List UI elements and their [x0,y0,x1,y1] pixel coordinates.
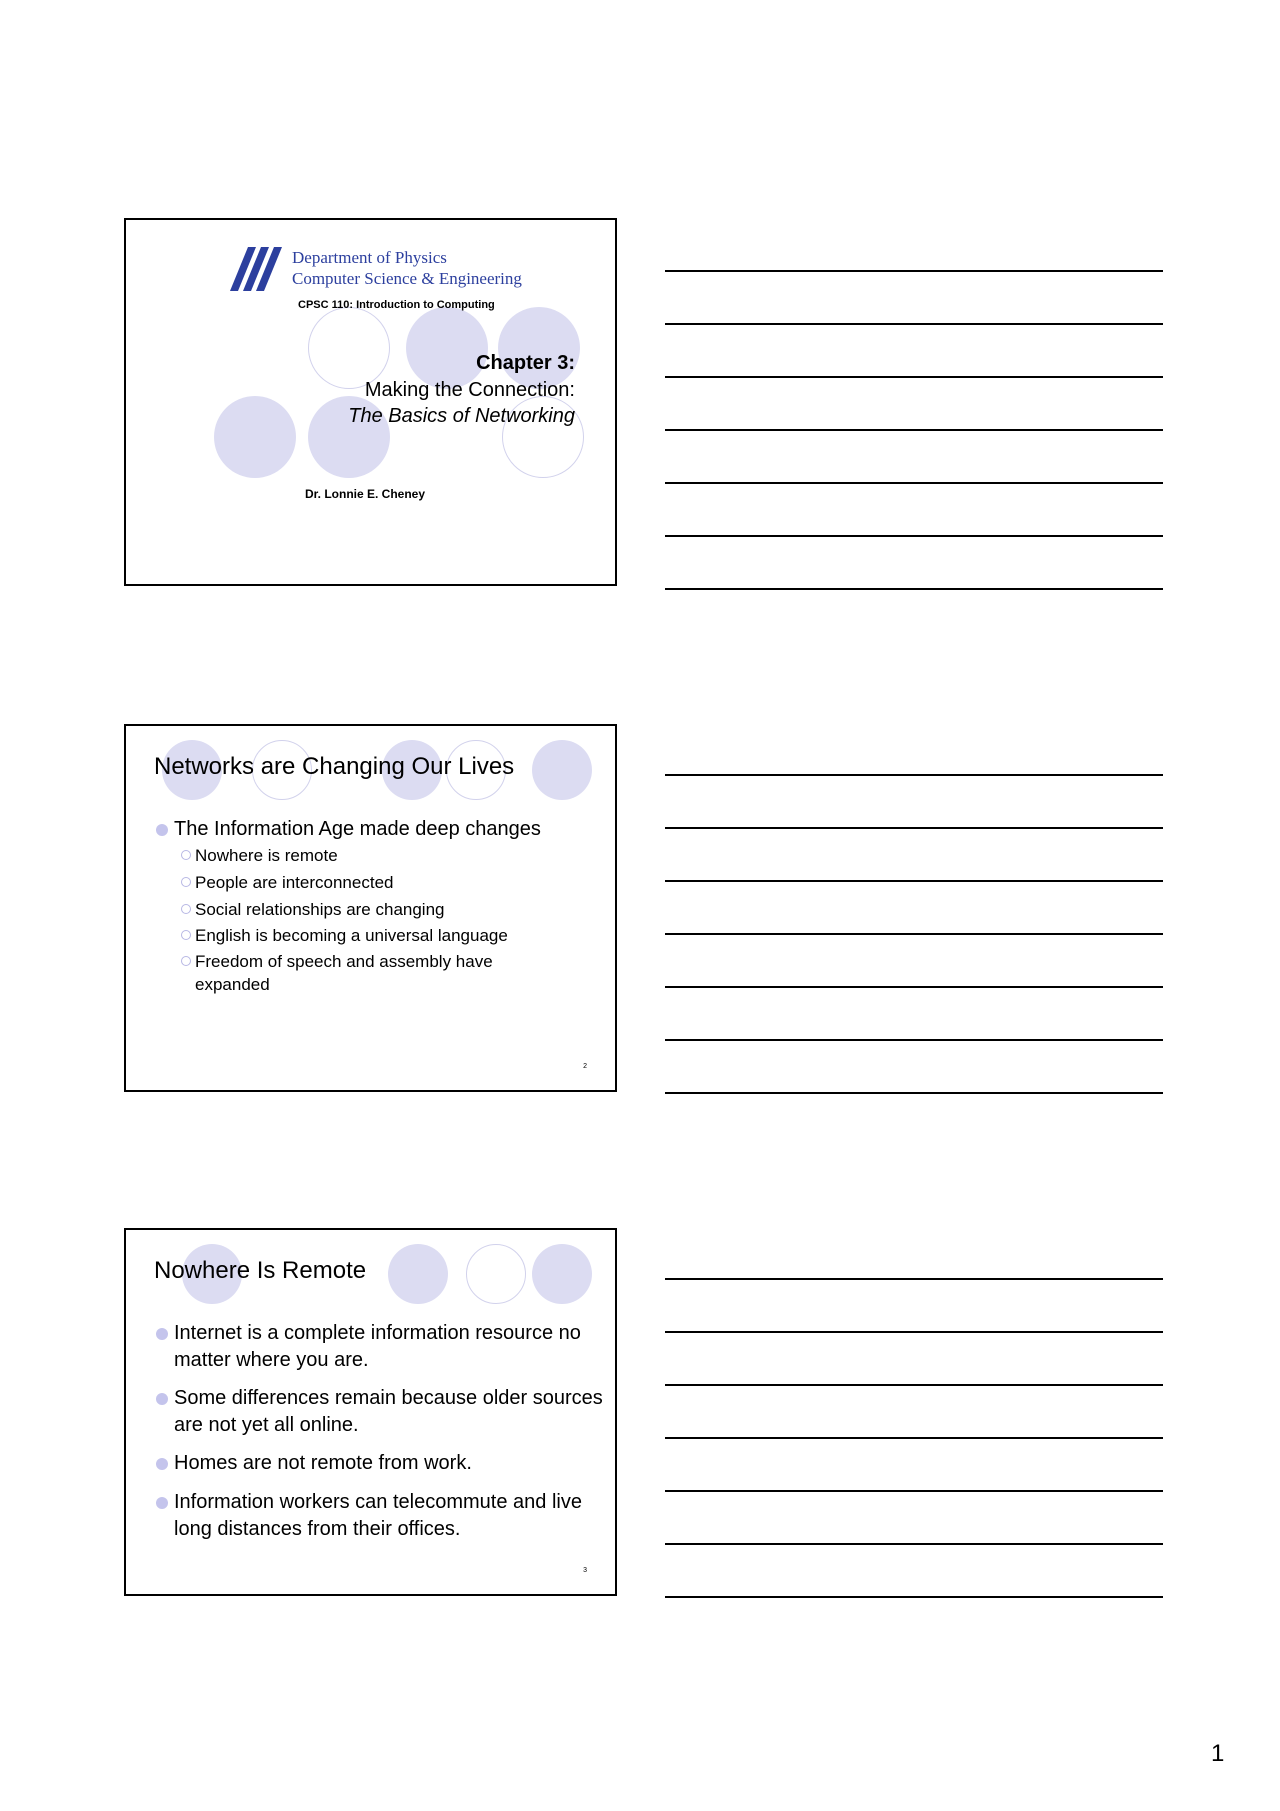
note-line [665,1331,1163,1333]
note-line [665,827,1163,829]
bullet-text: Internet is a complete information resource no matter where you are. [174,1322,581,1371]
subbullet-text: Nowhere is remote [195,846,338,865]
slide-3 [124,1228,617,1596]
slide-1-title [124,218,617,586]
subbullet-circle-icon [181,956,191,966]
slide-title: Nowhere Is Remote [154,1257,367,1284]
note-line [665,323,1163,325]
note-line [665,1490,1163,1492]
subbullet-item [181,844,595,867]
note-line [665,535,1163,537]
slide-number: 2 [583,1063,587,1070]
note-line [665,1437,1163,1439]
decor-circle [388,1244,448,1304]
subbullet-circle-icon [181,877,191,887]
note-line [665,933,1163,935]
author-name: Dr. Lonnie E. Cheney [305,487,426,501]
logo-mark-icon [230,247,290,293]
subbullet-text: English is becoming a universal language [195,926,508,945]
subbullet-circle-icon [181,850,191,860]
subbullet-item [181,950,535,996]
bullet-text: Homes are not remote from work. [174,1452,472,1474]
bullet-dot-icon [156,1497,168,1509]
slide-number: 3 [583,1567,587,1574]
note-line [665,1596,1163,1598]
note-line [665,270,1163,272]
bullet-dot-icon [156,1393,168,1405]
note-line [665,1543,1163,1545]
subbullet-text: People are interconnected [195,873,394,892]
bullet-text: Information workers can telecommute and live long distances from their offices. [174,1491,582,1540]
bullet-item [156,1385,614,1439]
decor-circle [308,307,390,389]
slide-title: Networks are Changing Our Lives [154,753,515,780]
bullet-text: The Information Age made deep changes [174,818,541,840]
note-line [665,1092,1163,1094]
dept-name-line2: Computer Science & Engineering [292,269,522,288]
subbullet-item [181,871,595,894]
chapter-subtitle: Making the Connection: [364,379,575,401]
bullet-dot-icon [156,1458,168,1470]
subbullet-text: Freedom of speech and assembly have expanded [195,952,493,994]
subbullet-text: Social relationships are changing [195,900,445,919]
slide-2 [124,724,617,1092]
bullet-item [156,1450,614,1477]
note-line [665,482,1163,484]
subbullet-circle-icon [181,930,191,940]
bullet-dot-icon [156,1328,168,1340]
bullet-item [156,816,614,843]
note-line [665,1039,1163,1041]
dept-name-line1: Department of Physics [292,248,447,267]
bullet-dot-icon [156,824,168,836]
note-line [665,429,1163,431]
bullet-item [156,1320,614,1374]
decor-circle [466,1244,526,1304]
note-line [665,774,1163,776]
note-line [665,1278,1163,1280]
note-line [665,588,1163,590]
subbullet-circle-icon [181,904,191,914]
note-line [665,880,1163,882]
subbullet-item [181,898,595,921]
note-line [665,376,1163,378]
course-title: CPSC 110: Introduction to Computing [298,299,495,311]
decor-circle [406,307,488,389]
decor-circle [532,1244,592,1304]
subbullet-item [181,924,595,947]
department-logo [230,247,530,295]
note-line [665,1384,1163,1386]
decor-circle [532,740,592,800]
decor-circle [498,307,580,389]
bullet-text: Some differences remain because older sources are not yet all online. [174,1387,603,1436]
page-number: 1 [1211,1740,1225,1767]
chapter-subtitle-italic: The Basics of Networking [348,405,575,427]
chapter-title: Chapter 3: [476,352,575,374]
bullet-item [156,1489,614,1543]
decor-circle [214,396,296,478]
note-line [665,986,1163,988]
